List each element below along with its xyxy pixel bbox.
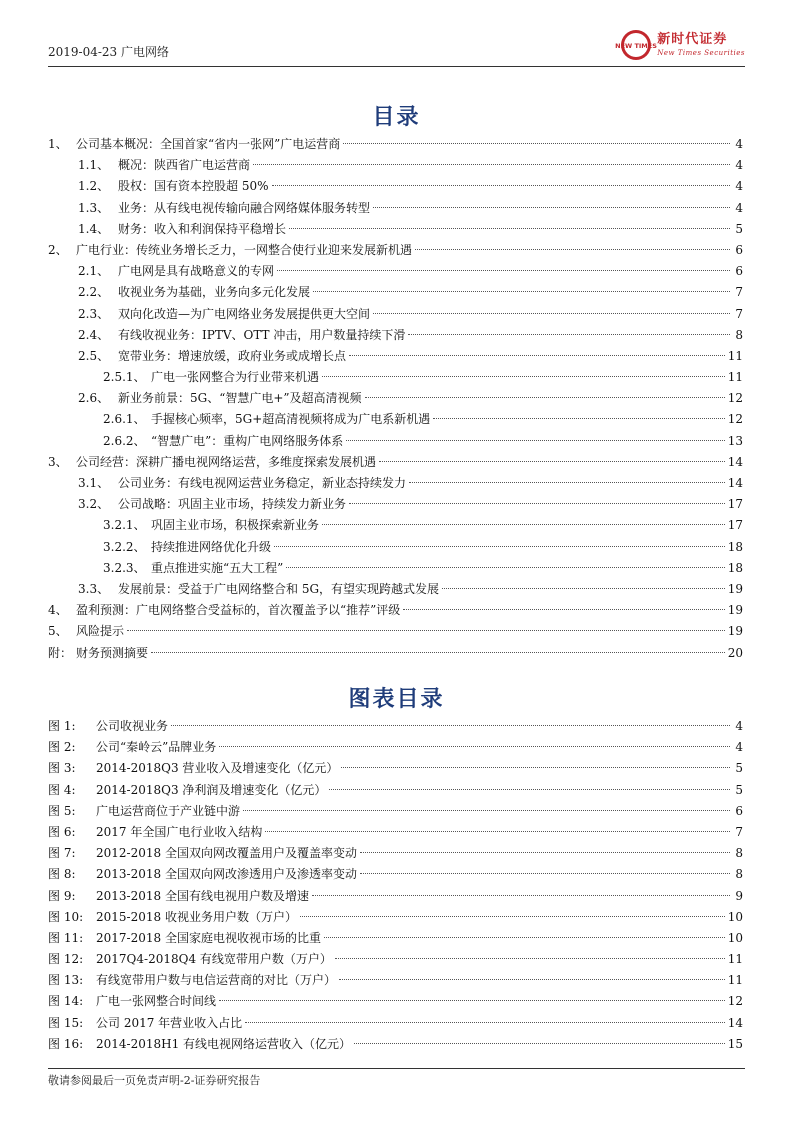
brand-name-en: New Times Securities bbox=[657, 49, 745, 57]
figure-text: 广电一张网整合时间线 bbox=[96, 994, 217, 1009]
figure-number: 图 5: bbox=[48, 803, 76, 818]
figure-number: 图 8: bbox=[48, 867, 76, 882]
toc-entry[interactable] bbox=[48, 219, 743, 240]
brand-logo bbox=[615, 28, 745, 62]
toc-number: 2.4、 bbox=[78, 327, 110, 342]
figure-number: 图 11: bbox=[48, 930, 84, 945]
figure-text: 广电运营商位于产业链中游 bbox=[96, 803, 241, 818]
toc-page-number: 17 bbox=[727, 518, 743, 533]
figure-number: 图 15: bbox=[48, 1015, 84, 1030]
toc-page-number: 19 bbox=[727, 581, 743, 596]
dot-leader bbox=[408, 334, 730, 335]
toc-number: 2.6.2、 bbox=[103, 433, 146, 448]
toc-entry[interactable] bbox=[48, 388, 743, 409]
toc-page-number: 7 bbox=[735, 285, 743, 300]
figure-text: 公司 2017 年营业收入占比 bbox=[96, 1015, 243, 1030]
figure-page-number: 12 bbox=[727, 994, 743, 1009]
toc-number: 2.5.1、 bbox=[103, 370, 146, 385]
figure-number: 图 3: bbox=[48, 761, 76, 776]
toc-number: 3.2.3、 bbox=[103, 560, 146, 575]
toc-entry[interactable] bbox=[48, 176, 743, 197]
toc-number: 3.2.2、 bbox=[103, 539, 146, 554]
dot-leader bbox=[286, 567, 724, 568]
figure-number: 图 12: bbox=[48, 952, 84, 967]
figure-text: 有线宽带用户数与电信运营商的对比（万户） bbox=[96, 973, 337, 988]
figure-entry[interactable] bbox=[48, 1034, 743, 1055]
figure-entry[interactable] bbox=[48, 1013, 743, 1034]
dot-leader bbox=[365, 397, 725, 398]
figure-entry[interactable] bbox=[48, 758, 743, 779]
dot-leader bbox=[329, 789, 730, 790]
toc-text: 手握核心频率，5G+超高清视频将成为广电系新机遇 bbox=[151, 412, 431, 427]
figure-text: 2013-2018 全国有线电视用户数及增速 bbox=[96, 888, 309, 903]
toc-entry[interactable] bbox=[48, 240, 743, 261]
figure-text: 2017-2018 全国家庭电视收视市场的比重 bbox=[96, 930, 321, 945]
figure-number: 图 4: bbox=[48, 782, 76, 797]
toc-entry[interactable] bbox=[48, 494, 743, 515]
dot-leader bbox=[360, 873, 730, 874]
toc-number: 2.5、 bbox=[78, 348, 110, 363]
toc-entry[interactable] bbox=[48, 155, 743, 176]
toc-page-number: 14 bbox=[727, 454, 743, 469]
figure-number: 图 2: bbox=[48, 740, 76, 755]
toc-number: 5、 bbox=[48, 624, 68, 639]
figure-text: 公司“秦岭云”品牌业务 bbox=[96, 740, 217, 755]
toc-page-number: 8 bbox=[735, 327, 743, 342]
figure-entry[interactable] bbox=[48, 716, 743, 737]
toc-page-number: 13 bbox=[727, 433, 743, 448]
figure-text: 2014-2018Q3 净利润及增速变化（亿元） bbox=[96, 782, 327, 797]
toc-entry[interactable] bbox=[48, 367, 743, 388]
toc-number: 3.2、 bbox=[78, 497, 110, 512]
figure-page-number: 5 bbox=[735, 782, 743, 797]
figure-toc-list bbox=[48, 716, 743, 1055]
figure-page-number: 11 bbox=[727, 973, 743, 988]
toc-text: 盈利预测：广电网络整合受益标的，首次覆盖予以“推荐”评级 bbox=[76, 603, 401, 618]
toc-text: 业务：从有线电视传输向融合网络媒体服务转型 bbox=[118, 200, 371, 215]
figure-page-number: 10 bbox=[727, 909, 743, 924]
toc-page-number: 5 bbox=[735, 221, 743, 236]
figure-entry[interactable] bbox=[48, 928, 743, 949]
dot-leader bbox=[415, 249, 730, 250]
toc-page-number: 20 bbox=[727, 645, 743, 660]
dot-leader bbox=[219, 746, 730, 747]
figure-page-number: 4 bbox=[735, 740, 743, 755]
toc-text: 持续推进网络优化升级 bbox=[151, 539, 272, 554]
header-divider bbox=[48, 66, 745, 67]
figure-entry[interactable] bbox=[48, 907, 743, 928]
dot-leader bbox=[289, 228, 730, 229]
toc-number: 2.3、 bbox=[78, 306, 110, 321]
toc-number: 1.2、 bbox=[78, 179, 110, 194]
figure-number: 图 1: bbox=[48, 719, 76, 733]
toc-number: 3.2.1、 bbox=[103, 518, 146, 533]
svg-text:NEW TIMES: NEW TIMES bbox=[615, 42, 658, 50]
toc-page-number: 4 bbox=[735, 158, 743, 173]
figure-entry[interactable] bbox=[48, 843, 743, 864]
dot-leader bbox=[349, 355, 725, 356]
dot-leader bbox=[265, 831, 730, 832]
dot-leader bbox=[433, 418, 724, 419]
toc-text: 发展前景：受益于广电网络整合和 5G，有望实现跨越式发展 bbox=[118, 581, 440, 596]
dot-leader bbox=[343, 143, 730, 144]
dot-leader bbox=[312, 895, 730, 896]
dot-leader bbox=[373, 207, 730, 208]
toc-page-number: 19 bbox=[727, 624, 743, 639]
toc-number: 2、 bbox=[48, 242, 68, 257]
figure-text: 2017 年全国广电行业收入结构 bbox=[96, 824, 263, 839]
toc-number: 2.6.1、 bbox=[103, 412, 146, 427]
dot-leader bbox=[322, 524, 725, 525]
toc-text: 公司战略：巩固主业市场，持续发力新业务 bbox=[118, 497, 347, 512]
figure-page-number: 8 bbox=[735, 867, 743, 882]
toc-number: 2.1、 bbox=[78, 264, 110, 279]
toc-text: 概况：陕西省广电运营商 bbox=[118, 158, 251, 173]
report-date: 2019-04-23 bbox=[48, 45, 118, 59]
figure-number: 图 14: bbox=[48, 994, 84, 1009]
toc-page-number: 12 bbox=[727, 412, 743, 427]
toc-entry[interactable] bbox=[48, 198, 743, 219]
toc-page-number: 18 bbox=[727, 560, 743, 575]
figure-entry[interactable] bbox=[48, 886, 743, 907]
toc-entry[interactable] bbox=[48, 537, 743, 558]
dot-leader bbox=[442, 588, 725, 589]
toc-text: “智慧广电”：重构广电网络服务体系 bbox=[151, 433, 344, 448]
toc-number: 2.2、 bbox=[78, 285, 110, 300]
dot-leader bbox=[346, 440, 724, 441]
toc-page-number: 18 bbox=[727, 539, 743, 554]
figure-page-number: 15 bbox=[727, 1036, 743, 1051]
toc-page-number: 19 bbox=[727, 603, 743, 618]
dot-leader bbox=[253, 164, 730, 165]
toc-number: 2.6、 bbox=[78, 391, 110, 406]
toc-text: 宽带业务：增速放缓，政府业务或成增长点 bbox=[118, 348, 347, 363]
toc-text: 双向化改造—为广电网络业务发展提供更大空间 bbox=[118, 306, 371, 321]
toc-page-number: 17 bbox=[727, 497, 743, 512]
toc-entry[interactable] bbox=[48, 515, 743, 536]
dot-leader bbox=[245, 1022, 725, 1023]
toc-number: 1.1、 bbox=[78, 158, 110, 173]
toc-entry[interactable] bbox=[48, 325, 743, 346]
toc-text: 巩固主业市场，积极探索新业务 bbox=[151, 518, 320, 533]
toc-entry[interactable] bbox=[48, 431, 743, 452]
report-topic: 广电网络 bbox=[121, 45, 170, 59]
figure-page-number: 9 bbox=[735, 888, 743, 903]
toc-number: 1.3、 bbox=[78, 200, 110, 215]
figure-page-number: 7 bbox=[735, 824, 743, 839]
toc-text: 有线收视业务：IPTV、OTT 冲击，用户数量持续下滑 bbox=[118, 327, 406, 342]
toc-page-number: 4 bbox=[735, 179, 743, 194]
dot-leader bbox=[335, 958, 725, 959]
toc-text: 风险提示 bbox=[76, 624, 125, 639]
dot-leader bbox=[151, 652, 725, 653]
page-footer: 敬请参阅最后一页免责声明-2-证券研究报告 bbox=[48, 1074, 261, 1087]
figure-number: 图 16: bbox=[48, 1036, 84, 1051]
dot-leader bbox=[379, 461, 725, 462]
toc-entry[interactable] bbox=[48, 409, 743, 430]
figure-entry[interactable] bbox=[48, 822, 743, 843]
toc-text: 重点推进实施“五大工程” bbox=[151, 560, 284, 575]
dot-leader bbox=[243, 810, 730, 811]
toc-text: 公司业务：有线电视网运营业务稳定，新业态持续发力 bbox=[118, 476, 407, 490]
toc-number: 1、 bbox=[48, 137, 68, 151]
figure-text: 2015-2018 收视业务用户数（万户） bbox=[96, 909, 297, 924]
header-meta bbox=[48, 43, 169, 60]
toc-entry[interactable] bbox=[48, 558, 743, 579]
figure-entry[interactable] bbox=[48, 737, 743, 758]
figure-number: 图 9: bbox=[48, 888, 76, 903]
figure-page-number: 5 bbox=[735, 761, 743, 776]
figure-page-number: 6 bbox=[735, 803, 743, 818]
toc-entry[interactable] bbox=[48, 579, 743, 600]
dot-leader bbox=[272, 185, 731, 186]
dot-leader bbox=[409, 482, 725, 483]
figure-entry[interactable] bbox=[48, 864, 743, 885]
dot-leader bbox=[274, 546, 725, 547]
figure-page-number: 14 bbox=[727, 1015, 743, 1030]
toc-page-number: 11 bbox=[727, 348, 743, 363]
figure-page-number: 8 bbox=[735, 846, 743, 861]
toc-entry[interactable] bbox=[48, 452, 743, 473]
dot-leader bbox=[339, 979, 725, 980]
figure-text: 2013-2018 全国双向网改渗透用户及渗透率变动 bbox=[96, 867, 357, 882]
toc-list bbox=[48, 134, 743, 664]
toc-number: 3、 bbox=[48, 454, 68, 469]
toc-page-number: 4 bbox=[735, 137, 743, 151]
figure-text: 2014-2018Q3 营业收入及增速变化（亿元） bbox=[96, 761, 339, 776]
figure-entry[interactable] bbox=[48, 949, 743, 970]
figure-entry[interactable] bbox=[48, 991, 743, 1012]
toc-number: 附： bbox=[48, 645, 73, 660]
figure-number: 图 7: bbox=[48, 846, 76, 861]
toc-entry[interactable] bbox=[48, 621, 743, 642]
toc-title: 目录 bbox=[372, 105, 421, 130]
toc-entry[interactable] bbox=[48, 261, 743, 282]
dot-leader bbox=[300, 916, 725, 917]
dot-leader bbox=[373, 313, 730, 314]
toc-text: 股权：国有资本控股超 50% bbox=[118, 179, 269, 194]
figure-page-number: 11 bbox=[727, 952, 743, 967]
toc-text: 新业务前景：5G、“智慧广电+”及超高清视频 bbox=[118, 391, 362, 406]
figure-toc-title: 图表目录 bbox=[348, 687, 445, 712]
page-header bbox=[48, 28, 745, 64]
toc-number: 3.1、 bbox=[78, 476, 110, 490]
figure-number: 图 10: bbox=[48, 909, 84, 924]
dot-leader bbox=[403, 609, 724, 610]
dot-leader bbox=[354, 1043, 725, 1044]
dot-leader bbox=[171, 725, 730, 726]
dot-leader bbox=[127, 630, 725, 631]
figure-number: 图 13: bbox=[48, 973, 84, 988]
toc-text: 财务：收入和利润保持平稳增长 bbox=[118, 221, 287, 236]
figure-text: 2017Q4-2018Q4 有线宽带用户数（万户） bbox=[96, 952, 332, 967]
toc-page-number: 6 bbox=[735, 264, 743, 279]
footer-divider bbox=[48, 1068, 745, 1069]
toc-entry[interactable] bbox=[48, 134, 743, 155]
toc-number: 4、 bbox=[48, 603, 68, 618]
dot-leader bbox=[277, 270, 730, 271]
toc-text: 广电网是具有战略意义的专网 bbox=[118, 264, 275, 279]
figure-text: 2014-2018H1 有线电视网络运营收入（亿元） bbox=[96, 1036, 352, 1051]
toc-page-number: 11 bbox=[727, 370, 743, 385]
dot-leader bbox=[349, 503, 725, 504]
figure-page-number: 4 bbox=[735, 719, 743, 733]
new-times-logo-icon bbox=[615, 28, 658, 62]
toc-text: 广电一张网整合为行业带来机遇 bbox=[151, 370, 320, 385]
figure-entry[interactable] bbox=[48, 780, 743, 801]
figure-page-number: 10 bbox=[727, 930, 743, 945]
toc-page-number: 7 bbox=[735, 306, 743, 321]
toc-entry[interactable] bbox=[48, 282, 743, 303]
toc-page-number: 14 bbox=[727, 476, 743, 490]
dot-leader bbox=[360, 852, 730, 853]
dot-leader bbox=[322, 376, 725, 377]
toc-page-number: 12 bbox=[727, 391, 743, 406]
figure-text: 公司收视业务 bbox=[96, 719, 169, 733]
figure-text: 2012-2018 全国双向网改覆盖用户及覆盖率变动 bbox=[96, 846, 357, 861]
toc-text: 收视业务为基础，业务向多元化发展 bbox=[118, 285, 311, 300]
dot-leader bbox=[341, 767, 730, 768]
toc-text: 公司经营：深耕广播电视网络运营，多维度探索发展机遇 bbox=[76, 454, 377, 469]
toc-entry[interactable] bbox=[48, 473, 743, 494]
toc-text: 财务预测摘要 bbox=[76, 645, 149, 660]
brand-name-cn: 新时代证券 bbox=[657, 32, 728, 47]
toc-entry[interactable] bbox=[48, 600, 743, 621]
toc-entry[interactable] bbox=[48, 643, 743, 664]
dot-leader bbox=[324, 937, 725, 938]
toc-number: 1.4、 bbox=[78, 221, 110, 236]
figure-number: 图 6: bbox=[48, 824, 76, 839]
dot-leader bbox=[313, 291, 730, 292]
toc-text: 广电行业：传统业务增长乏力，一网整合使行业迎来发展新机遇 bbox=[76, 242, 413, 257]
toc-entry[interactable] bbox=[48, 346, 743, 367]
figure-entry[interactable] bbox=[48, 970, 743, 991]
toc-page-number: 6 bbox=[735, 242, 743, 257]
figure-entry[interactable] bbox=[48, 801, 743, 822]
toc-number: 3.3、 bbox=[78, 581, 110, 596]
toc-page-number: 4 bbox=[735, 200, 743, 215]
toc-entry[interactable] bbox=[48, 304, 743, 325]
toc-text: 公司基本概况：全国首家“省内一张网”广电运营商 bbox=[76, 137, 341, 151]
dot-leader bbox=[219, 1000, 725, 1001]
